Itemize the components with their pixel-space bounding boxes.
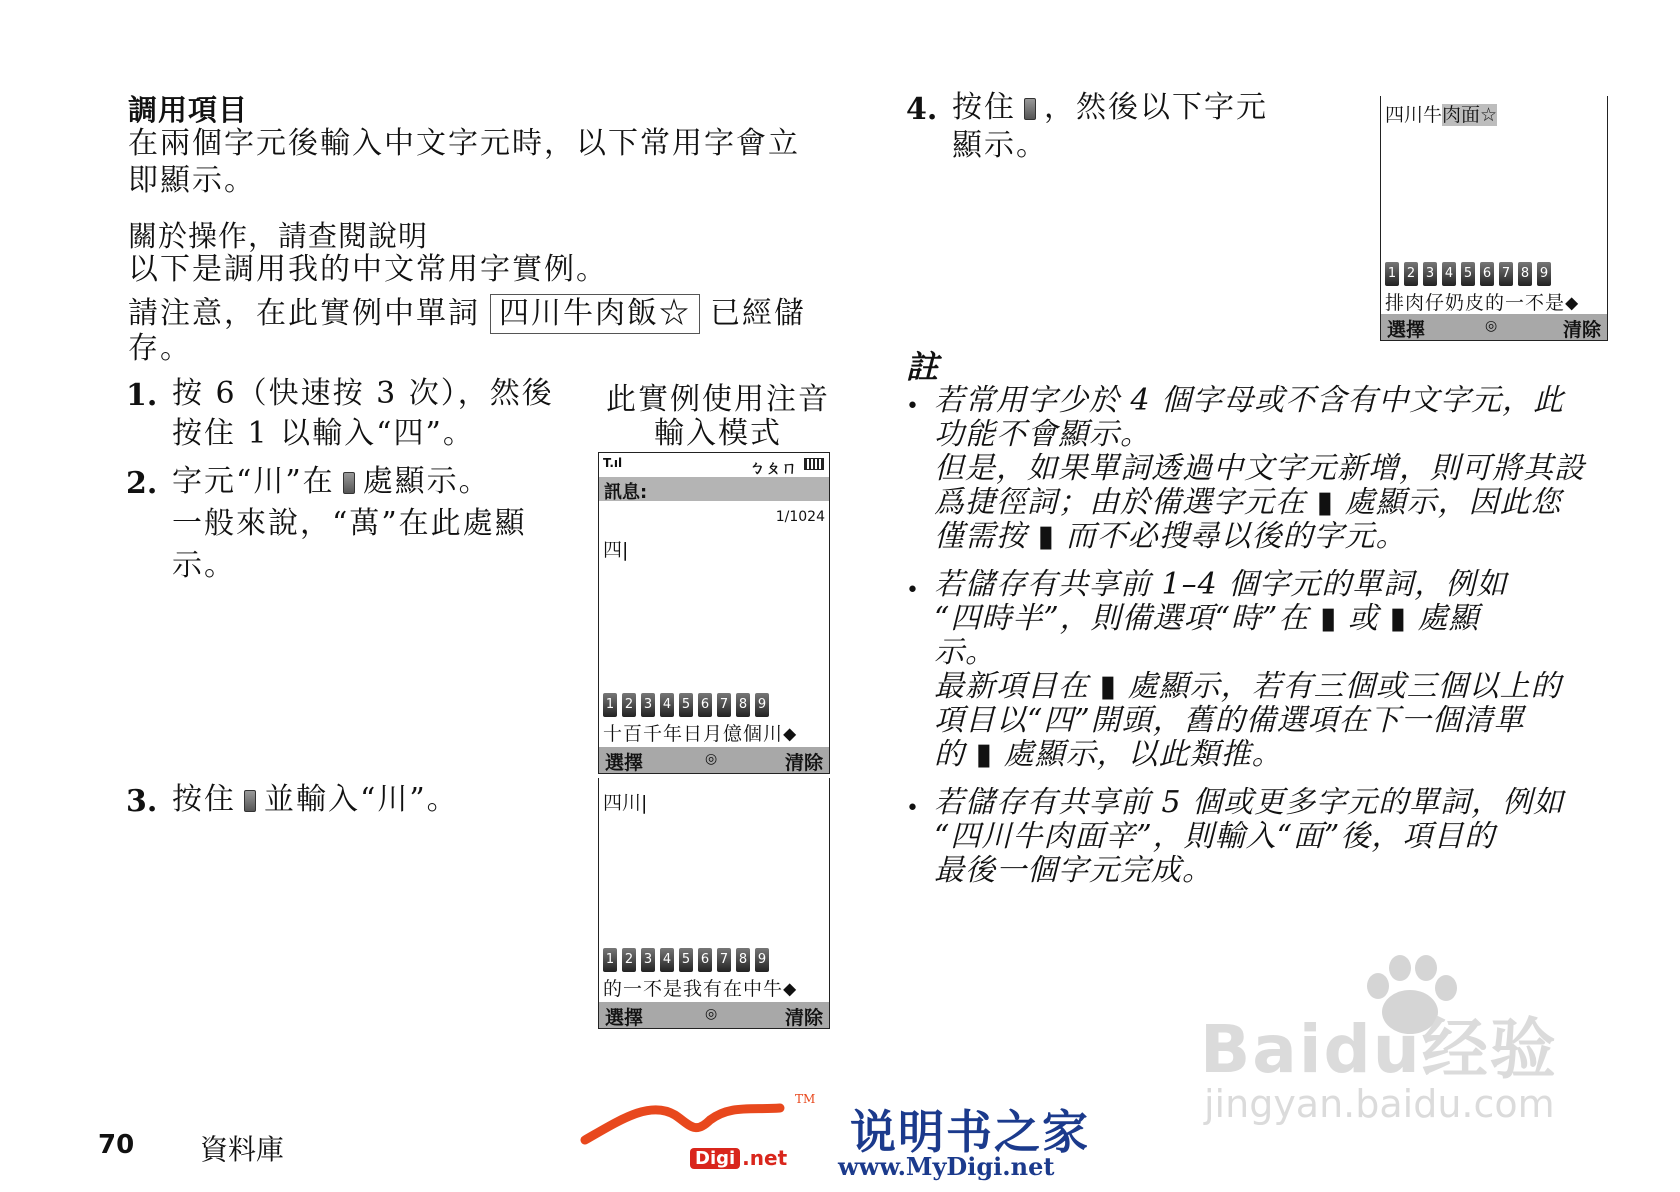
- softkey-icon: [343, 472, 355, 494]
- number-key: 6: [698, 693, 712, 717]
- softkey-icon: [1024, 98, 1036, 120]
- battery-icon: [804, 458, 824, 470]
- note-2-line: 的 ▮ 處顯示，以此類推。: [934, 737, 1283, 772]
- number-key: 6: [698, 948, 712, 972]
- bullet-icon: •: [906, 578, 919, 603]
- step-4-line1: [952, 88, 1268, 128]
- step-3-number: 3.: [126, 784, 158, 819]
- number-key: 5: [1461, 262, 1475, 286]
- note-1-line: 但是，如果單詞透過中文字元新增，則可將其設: [934, 451, 1585, 486]
- number-key: 2: [1404, 262, 1418, 286]
- nav-center-icon: ◎: [1485, 318, 1498, 334]
- candidate-number-row: [603, 948, 769, 972]
- note-text-before: 請注意，在此實例中單詞: [128, 296, 480, 331]
- watermark-url: jingyan.baidu.com: [1204, 1082, 1555, 1126]
- softkey-bar: [599, 747, 829, 773]
- step-1-line2: 按住 1 以輸入“四”。: [172, 416, 475, 451]
- note-item-1: [934, 384, 1585, 554]
- softkey-bar: [1381, 314, 1607, 340]
- note-1-line: 僅需按 ▮ 而不必搜尋以後的字元。: [934, 519, 1407, 554]
- message-text-highlighted: 肉面☆: [1442, 104, 1498, 126]
- candidate-number-row: [603, 693, 769, 717]
- number-key: 6: [1480, 262, 1494, 286]
- note-item-2: [934, 568, 1562, 772]
- stored-word-box: 四川牛肉飯☆: [490, 294, 700, 334]
- mydigi-swoosh-icon: [580, 1090, 810, 1150]
- softkey-select: 選擇: [605, 1007, 644, 1029]
- number-key: 2: [622, 948, 636, 972]
- message-header-label: 訊息:: [604, 482, 648, 503]
- phone-screen-2: [598, 778, 830, 1029]
- number-key: 8: [1518, 262, 1532, 286]
- number-key: 8: [736, 693, 750, 717]
- mydigi-logo: [580, 1090, 1120, 1190]
- digi-label: Digi: [690, 1148, 740, 1169]
- note-1-line: 爲捷徑詞；由於備選字元在 ▮ 處顯示，因此您: [934, 485, 1562, 520]
- number-key: 9: [755, 948, 769, 972]
- nav-center-icon: ◎: [705, 751, 718, 767]
- bullet-icon: •: [906, 796, 919, 821]
- softkey-clear: 清除: [784, 752, 823, 774]
- number-key: 1: [1385, 262, 1399, 286]
- softkey-icon: [244, 790, 256, 812]
- number-key: 8: [736, 948, 750, 972]
- number-key: 7: [1499, 262, 1513, 286]
- baidu-watermark: [1200, 950, 1600, 1130]
- softkey-clear: 清除: [1562, 319, 1601, 341]
- example-intro: 以下是調用我的中文常用字實例。: [128, 252, 608, 287]
- note-2-line: 最新項目在 ▮ 處顯示，若有三個或三個以上的: [934, 669, 1562, 704]
- nav-center-icon: ◎: [705, 1006, 718, 1022]
- note-2-line: 項目以“四”開頭，舊的備選項在下一個清單: [934, 703, 1525, 738]
- step-4-text-after: ，然後以下字元: [1044, 90, 1268, 125]
- intro-paragraph-line2: 即顯示。: [128, 163, 256, 198]
- number-key: 3: [641, 948, 655, 972]
- help-heading: 關於操作，請查閱說明: [128, 219, 429, 253]
- char-counter: 1/1024: [775, 509, 825, 525]
- phone-screen-3: [1380, 96, 1608, 341]
- number-key: 7: [717, 693, 731, 717]
- step-2-line2: 一般來說，“萬”在此處顯: [172, 506, 527, 541]
- candidate-list: [603, 974, 797, 1001]
- scroll-arrow-icon: ⬥: [783, 723, 798, 745]
- step-2-line3: 示。: [172, 548, 236, 583]
- message-text: [1385, 100, 1497, 127]
- note-3-line: 若儲存有共享前 5 個或更多字元的單詞，例如: [934, 785, 1565, 820]
- note-2-line: “四時半”，則備選項“時”在 ▮ 或 ▮ 處顯: [934, 601, 1480, 636]
- section-name: 資料庫: [200, 1133, 285, 1166]
- note-3-line: 最後一個字元完成。: [934, 853, 1213, 888]
- step-2-line1: [172, 462, 491, 502]
- note-2-line: 示。: [934, 635, 996, 670]
- page-number: 70: [98, 1130, 135, 1160]
- note-1-line: 若常用字少於 4 個字母或不含有中文字元，此: [934, 383, 1565, 418]
- number-key: 1: [603, 948, 617, 972]
- step-3-text: [172, 780, 459, 820]
- example-caption-line1: 此實例使用注音: [606, 382, 830, 417]
- mydigi-badge: [690, 1146, 787, 1170]
- number-key: 5: [679, 693, 693, 717]
- step-3-text-after: 並輸入“川”。: [264, 782, 459, 817]
- number-key: 3: [641, 693, 655, 717]
- scroll-arrow-icon: ⬥: [1565, 292, 1580, 314]
- step-2-text-after: 處顯示。: [362, 464, 491, 499]
- number-key: 1: [603, 693, 617, 717]
- scroll-arrow-icon: ⬥: [783, 978, 798, 1000]
- number-key: 7: [717, 948, 731, 972]
- message-header-bar: [599, 477, 829, 501]
- number-key: 5: [679, 948, 693, 972]
- step-4-number: 4.: [906, 92, 938, 127]
- step-1-number: 1.: [126, 378, 158, 413]
- candidate-list: [603, 719, 797, 746]
- example-caption-line2: 輸入模式: [654, 416, 782, 451]
- number-key: 4: [660, 693, 674, 717]
- note-1-line: 功能不會顯示。: [934, 417, 1151, 452]
- candidate-list: [1385, 288, 1579, 315]
- number-key: 9: [755, 693, 769, 717]
- candidate-chars: 排肉仔奶皮的一不是: [1385, 292, 1566, 314]
- number-key: 9: [1537, 262, 1551, 286]
- note-2-line: 若儲存有共享前 1–4 個字元的單詞，例如: [934, 567, 1508, 602]
- intro-paragraph-line1: 在兩個字元後輸入中文字元時，以下常用字會立: [128, 126, 800, 161]
- net-label: .net: [742, 1146, 788, 1170]
- candidate-chars: 的一不是我有在中牛: [603, 978, 784, 1000]
- step-2-number: 2.: [126, 466, 158, 501]
- notes-title: 註: [906, 348, 940, 386]
- section-heading-recall: 調用項目: [128, 93, 249, 127]
- step-4-text-before: 按住: [952, 90, 1016, 125]
- step-3-text-before: 按住: [172, 782, 236, 817]
- note-paragraph-line2: 存。: [128, 331, 192, 366]
- number-key: 3: [1423, 262, 1437, 286]
- candidate-number-row: [1385, 262, 1551, 286]
- trademark-label: TM: [795, 1092, 816, 1106]
- candidate-chars: 十百千年日月億個川: [603, 723, 784, 745]
- softkey-select: 選擇: [605, 752, 644, 774]
- step-4-line2: 顯示。: [952, 128, 1048, 163]
- message-text: 四|: [603, 539, 629, 561]
- step-2-text-before: 字元“川”在: [172, 464, 335, 499]
- note-paragraph: [128, 294, 806, 334]
- number-key: 4: [1442, 262, 1456, 286]
- manual-site-url: www.MyDigi.net: [838, 1152, 1055, 1181]
- watermark-brand: Baidu经验: [1200, 1011, 1558, 1088]
- phone-screen-1: [598, 452, 830, 774]
- note-item-3: [934, 786, 1564, 888]
- bullet-icon: •: [906, 394, 919, 419]
- note-3-line: “四川牛肉面辛”，則輸入“面”後，項目的: [934, 819, 1496, 854]
- number-key: 2: [622, 693, 636, 717]
- number-key: 4: [660, 948, 674, 972]
- softkey-clear: 清除: [784, 1007, 823, 1029]
- signal-icon: T.ıl: [603, 456, 623, 470]
- note-text-after: 已經儲: [710, 296, 806, 331]
- softkey-select: 選擇: [1387, 319, 1426, 341]
- manual-site-title: 说明书之家: [850, 1105, 1090, 1159]
- step-1-line1: 按 6（快速按 3 次），然後: [172, 376, 554, 411]
- input-mode-indicator: ㄅㄆㄇ: [749, 458, 798, 477]
- message-text-normal: 四川牛: [1385, 104, 1443, 126]
- softkey-bar: [599, 1002, 829, 1028]
- message-text: 四川|: [603, 792, 648, 814]
